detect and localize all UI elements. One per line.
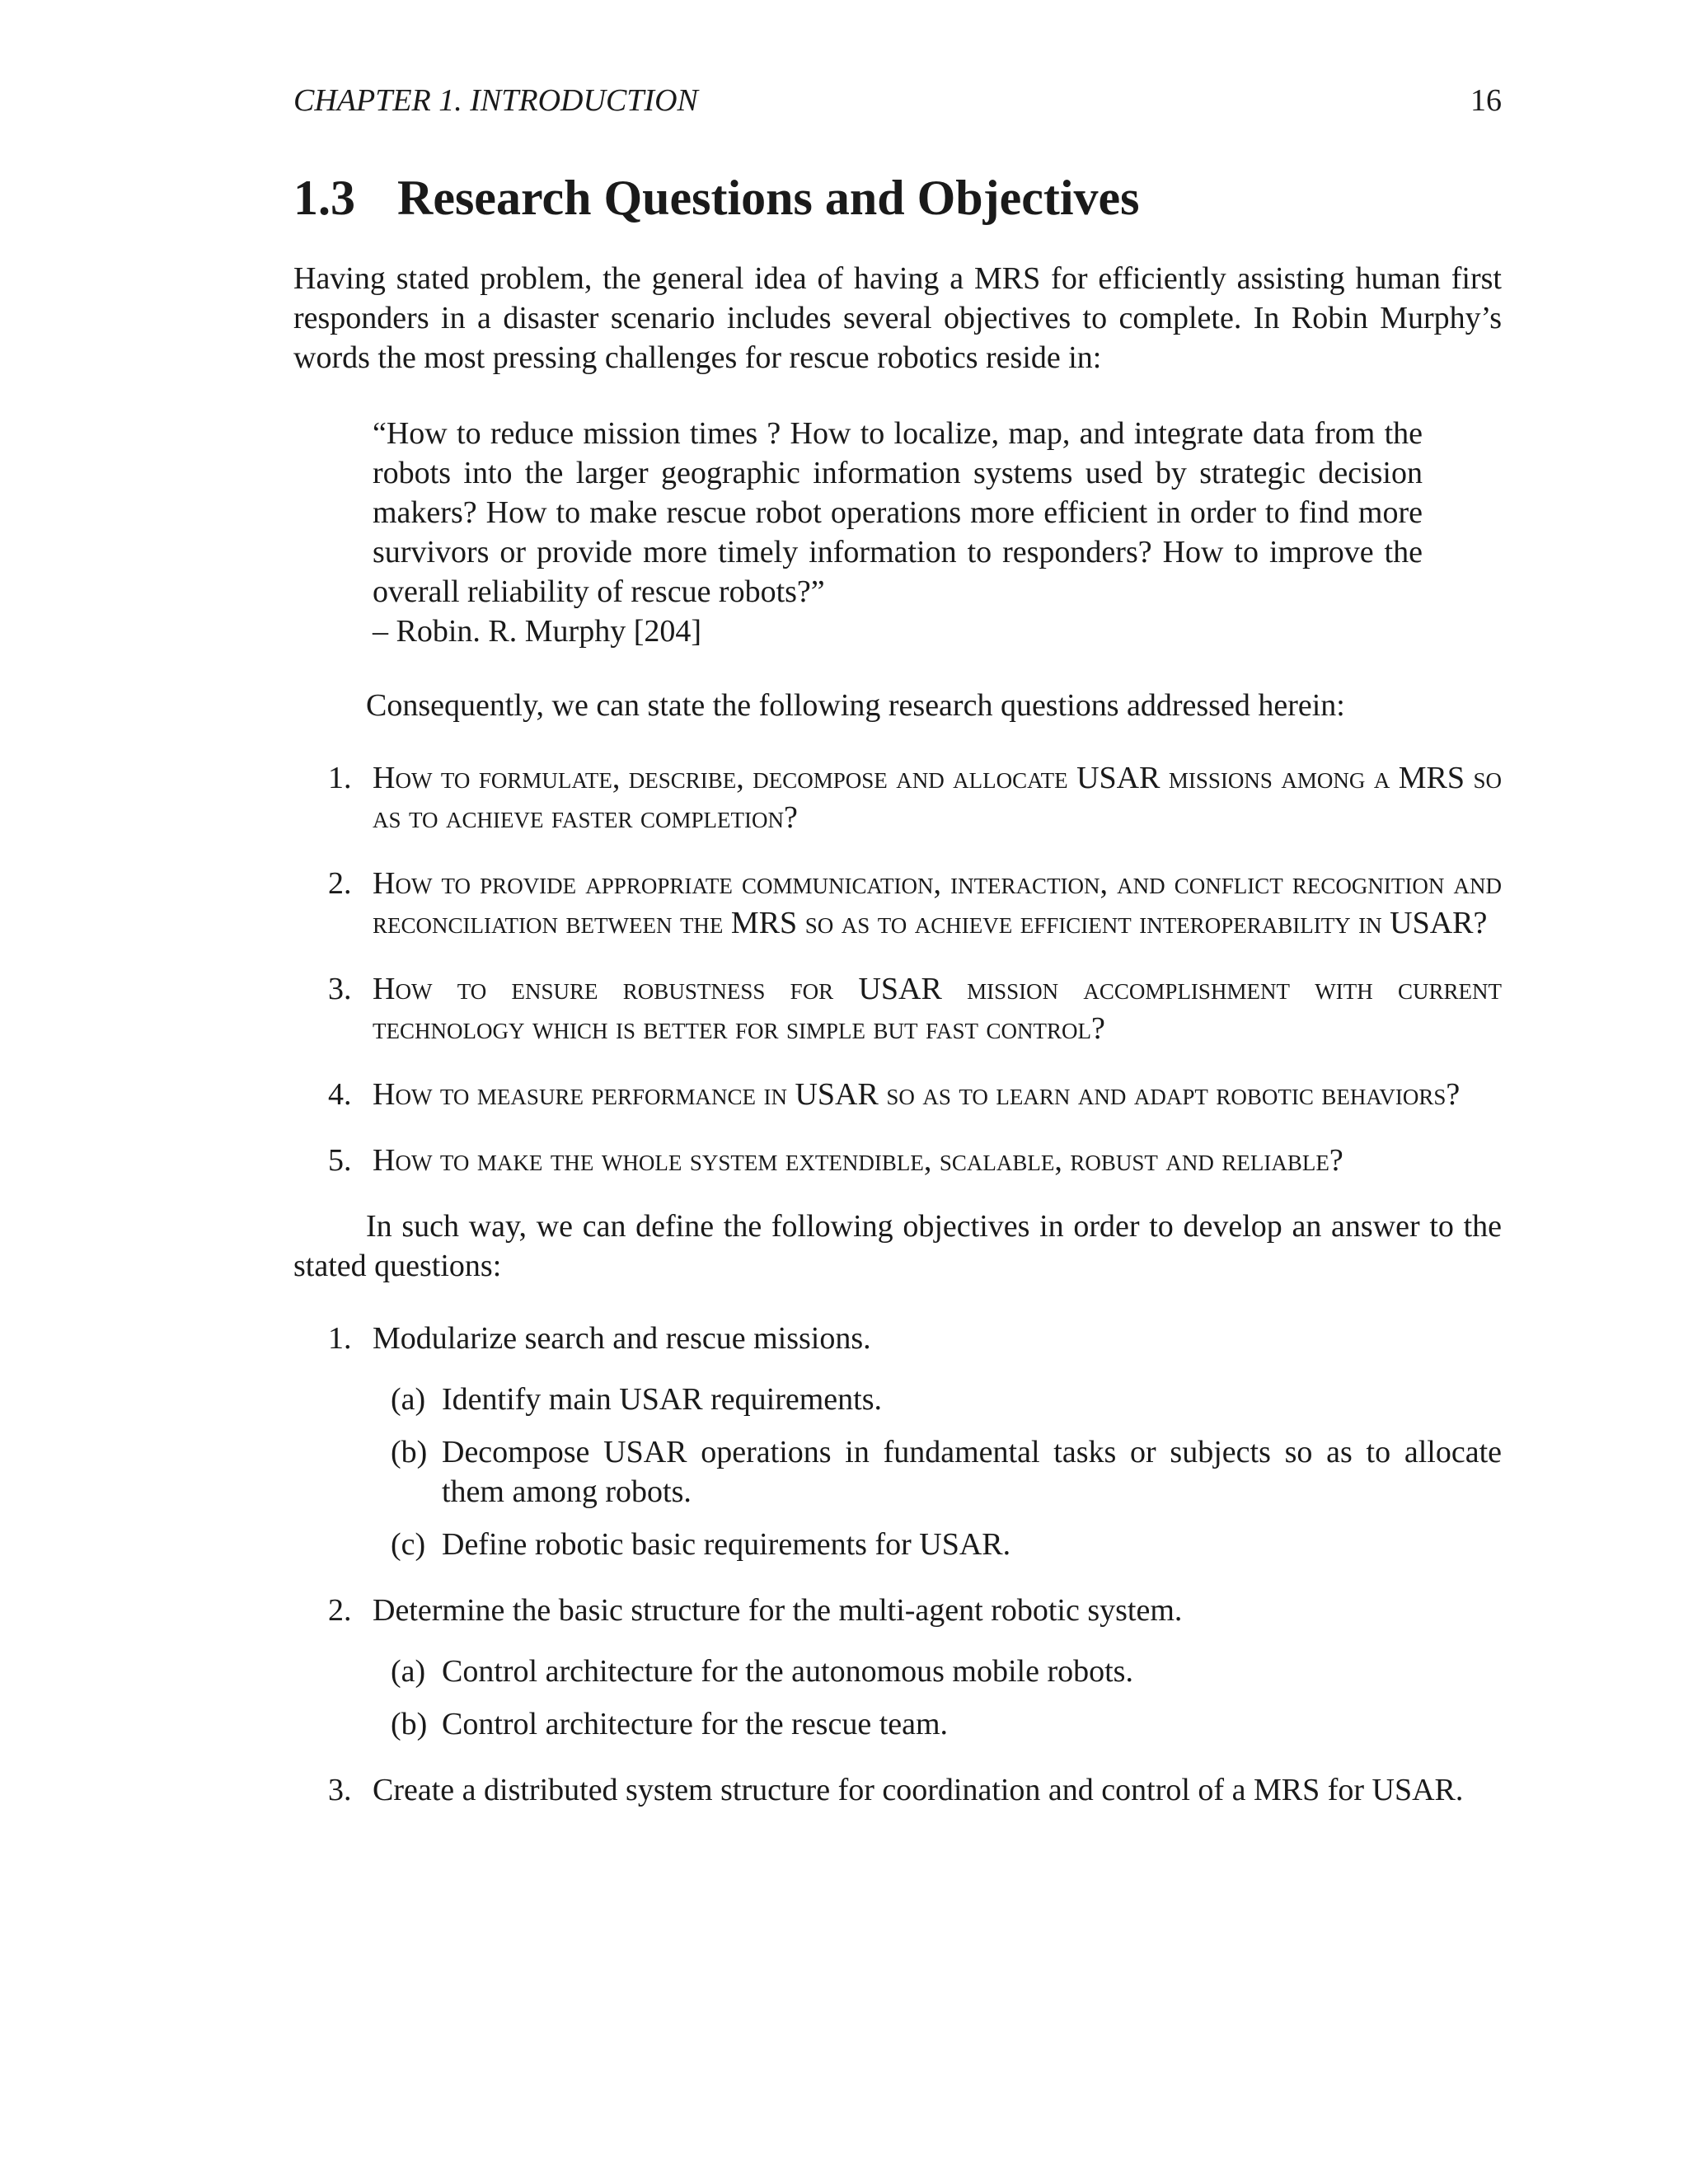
- section-heading: [293, 166, 1502, 229]
- list-item: [293, 1319, 1502, 1564]
- sub-list-marker: (c): [391, 1527, 426, 1562]
- page-number: 16: [1470, 83, 1502, 118]
- sub-objective-text: Define robotic basic requirements for USAR.: [442, 1527, 1011, 1562]
- list-marker: 1.: [328, 1321, 352, 1356]
- quote-attribution: – Robin. R. Murphy [204]: [373, 614, 701, 649]
- objective-text: Modularize search and rescue missions.: [373, 1321, 871, 1356]
- sub-list-marker: (b): [391, 1707, 428, 1741]
- sub-list-item: [373, 1652, 1502, 1691]
- objective-text: Create a distributed system structure for coordination and control of a MRS for USAR.: [373, 1773, 1464, 1807]
- list-marker: 3.: [328, 972, 352, 1006]
- sub-list-item: [373, 1432, 1502, 1511]
- research-question-text: How to make the whole system extendible, scalable, robust and reliable?: [373, 1143, 1343, 1178]
- sub-list-marker: (a): [391, 1382, 426, 1417]
- list-item: [293, 758, 1502, 837]
- list-marker: 5.: [328, 1143, 352, 1178]
- research-question-text: How to ensure robustness for USAR mission accomplishment with current technology which is better for simple but fast control?: [373, 972, 1502, 1046]
- list-marker: 1.: [328, 761, 352, 795]
- sub-list-item: [373, 1704, 1502, 1744]
- list-marker: 2.: [328, 1593, 352, 1628]
- research-question-text: How to provide appropriate communication, interaction, and conflict recognition and reconciliation between the MRS so as to achieve efficient interoperability in USAR?: [373, 866, 1502, 940]
- sub-objective-text: Control architecture for the rescue team.: [442, 1707, 949, 1741]
- sub-list-marker: (a): [391, 1654, 426, 1689]
- sub-list-item: [373, 1380, 1502, 1419]
- research-questions-intro: Consequently, we can state the following research questions addressed herein:: [366, 688, 1345, 723]
- intro-paragraph: Having stated problem, the general idea of having a MRS for efficiently assisting human first responders in a disaster scenario includes several objectives to complete. In Robin Murphy’s words the most pressing challenges for rescue robotics reside in:: [293, 261, 1502, 375]
- section-title: Research Questions and Objectives: [397, 171, 1140, 225]
- sub-objective-text: Decompose USAR operations in fundamental tasks or subjects so as to allocate them among robots.: [442, 1435, 1502, 1509]
- block-quote: [373, 414, 1423, 651]
- list-marker: 4.: [328, 1077, 352, 1112]
- sub-objectives-list: [373, 1652, 1502, 1744]
- objectives-intro: In such way, we can define the following objectives in order to develop an answer to the stated questions:: [293, 1209, 1502, 1283]
- quote-text: “How to reduce mission times ? How to localize, map, and integrate data from the robots into the larger geographic information systems used by strategic decision makers? How to make rescue robot operations more efficient in order to find more survivors or provide more timely information to responders? How to improve the overall reliability of rescue robots?”: [373, 416, 1423, 609]
- list-item: [293, 969, 1502, 1048]
- sub-objectives-list: [373, 1380, 1502, 1564]
- objectives-list: [293, 1319, 1502, 1810]
- list-item: [293, 1075, 1502, 1114]
- list-marker: 2.: [328, 866, 352, 901]
- research-questions-list: [293, 758, 1502, 1180]
- sub-objective-text: Identify main USAR requirements.: [442, 1382, 883, 1417]
- list-item: [293, 1591, 1502, 1744]
- sub-objective-text: Control architecture for the autonomous mobile robots.: [442, 1654, 1133, 1689]
- running-header: [293, 76, 1502, 125]
- sub-list-marker: (b): [391, 1435, 428, 1469]
- list-item: [293, 1770, 1502, 1810]
- objective-text: Determine the basic structure for the multi-agent robotic system.: [373, 1593, 1183, 1628]
- research-question-text: How to measure performance in USAR so as to learn and adapt robotic behaviors?: [373, 1077, 1461, 1112]
- research-question-text: How to formulate, describe, decompose and allocate USAR missions among a MRS so as to achieve faster completion?: [373, 761, 1502, 835]
- sub-list-item: [373, 1525, 1502, 1564]
- list-item: [293, 864, 1502, 943]
- chapter-title: CHAPTER 1. INTRODUCTION: [293, 83, 698, 118]
- list-item: [293, 1141, 1502, 1180]
- section-number: 1.3: [293, 171, 355, 225]
- document-page: [293, 76, 1502, 1836]
- list-marker: 3.: [328, 1773, 352, 1807]
